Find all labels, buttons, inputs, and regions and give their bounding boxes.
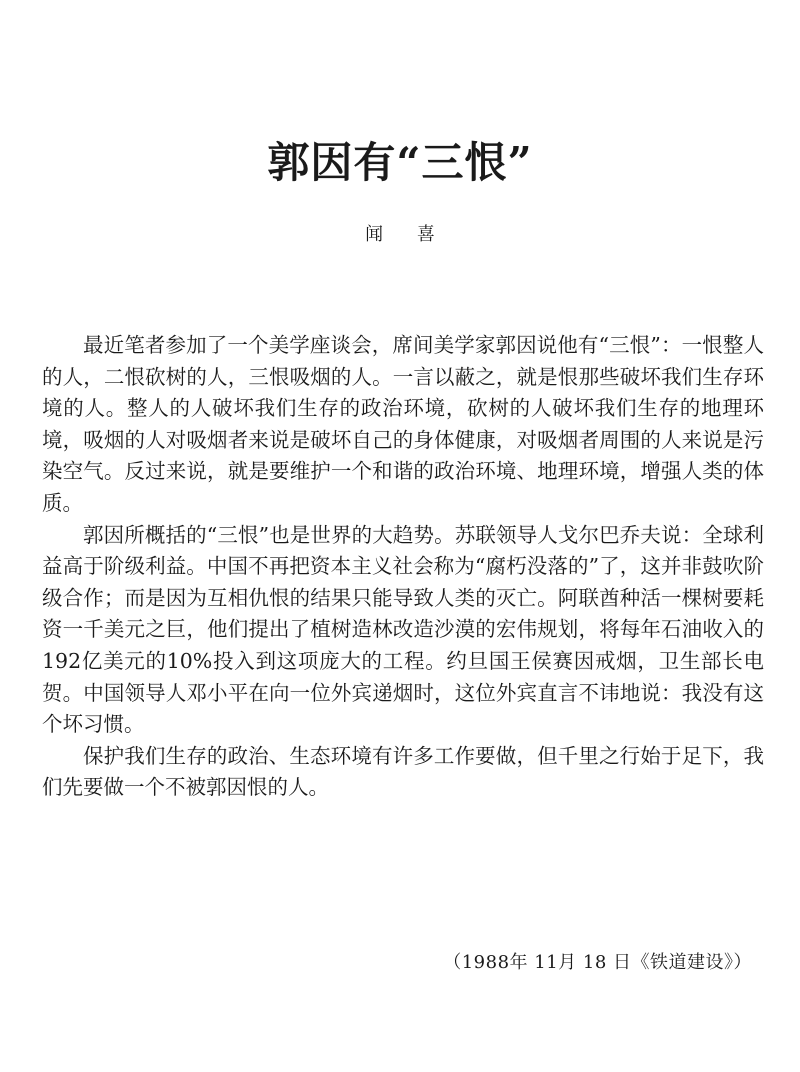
paragraph-1: 最近笔者参加了一个美学座谈会，席间美学家郭因说他有“三恨”：一恨整人的人，二恨砍树的人，三恨吸烟的人。一言以蔽之，就是恨那些破坏我们生存环境的人。整人的人破坏我们生存的政治环境，砍树的人破坏我们生存的地理环境，吸烟的人对吸烟者来说是破坏自己的身体健康，对吸烟者周围的人来说是污染空气。反过来说，就是要维护一个和谐的政治环境、地理环境，增强人类的体质。 <box>42 333 764 515</box>
article-author: 闻 喜 <box>365 224 449 245</box>
publication-source: （1988年 11月 18 日《铁道建设》） <box>443 952 752 973</box>
article-body <box>42 330 764 804</box>
paragraph-2: 郭因所概括的“三恨”也是世界的大趋势。苏联领导人戈尔巴乔夫说：全球利益高于阶级利益。中国不再把资本主义社会称为“腐朽没落的”了，这并非鼓吹阶级合作；而是因为互相仇恨的结果只能导致人类的灭亡。阿联酋种活一棵树要耗资一千美元之巨，他们提出了植树造林改造沙漠的宏伟规划，将每年石油收入的192亿美元的10%投入到这项庞大的工程。约旦国王侯赛因戒烟，卫生部长电贺。中国领导人邓小平在向一位外宾递烟时，这位外宾直言不讳地说：我没有这个坏习惯。 <box>42 522 764 737</box>
article-title: 郭因有“三恨” <box>267 138 533 187</box>
paragraph-3: 保护我们生存的政治、生态环境有许多工作要做，但千里之行始于足下，我们先要做一个不被郭因恨的人。 <box>42 743 764 800</box>
